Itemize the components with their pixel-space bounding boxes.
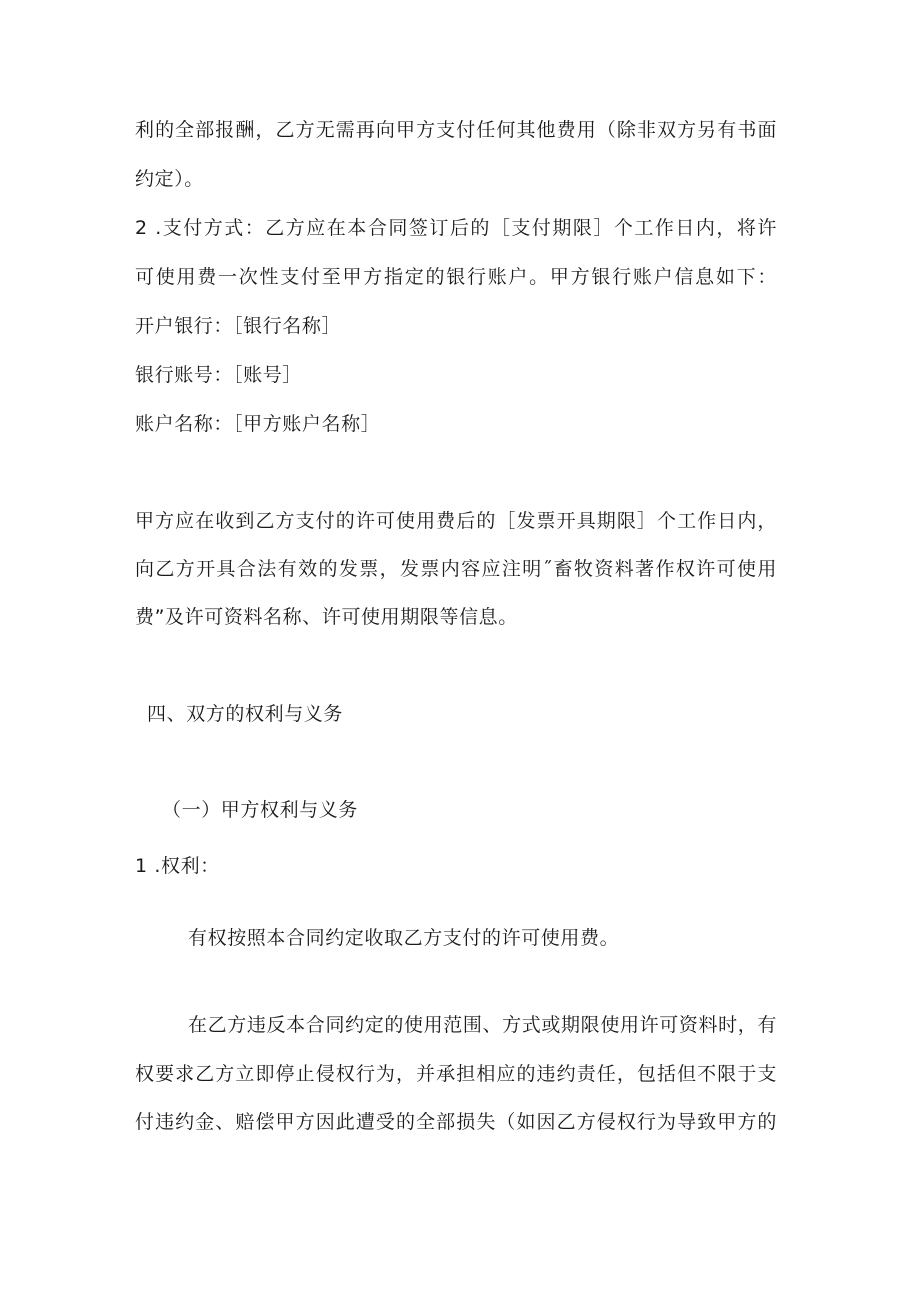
paragraph-line: 在乙方违反本合同约定的使用范围、方式或期限使用许可资料时，有 [188,1014,777,1036]
paragraph-line: 向乙方开具合法有效的发票，发票内容应注明˝畜牧资料著作权许可使用 [135,558,777,580]
paragraph-line: 付违约金、赔偿甲方因此遭受的全部损失（如因乙方侵权行为导致甲方的 [135,1111,777,1133]
clause-rights-heading: 1 .权利： [135,855,220,877]
paragraph-line: 有权按照本合同约定收取乙方支付的许可使用费。 [188,927,620,949]
clause-payment-method: 2 .支付方式：乙方应在本合同签订后的［支付期限］个工作日内，将许 [135,217,777,239]
account-name-line: 账户名称：［甲方账户名称］ [135,413,381,435]
section-heading: 四、双方的权利与义务 [147,703,344,725]
paragraph-line: 利的全部报酬，乙方无需再向甲方支付任何其他费用（除非双方另有书面 [135,119,777,141]
paragraph-line: 甲方应在收到乙方支付的许可使用费后的［发票开具期限］个工作日内， [135,510,777,532]
paragraph-line: 权要求乙方立即停止侵权行为，并承担相应的违约责任，包括但不限于支 [135,1063,777,1085]
bank-account-line: 银行账号：［账号］ [135,364,302,386]
subsection-heading: （一）甲方权利与义务 [162,799,359,821]
bank-name-line: 开户银行：［银行名称］ [135,315,342,337]
paragraph-line: 约定）。 [135,168,204,190]
paragraph-line: 费”及许可资料名称、许可使用期限等信息。 [135,606,518,628]
paragraph-line: 可使用费一次性支付至甲方指定的银行账户。甲方银行账户信息如下： [135,266,777,288]
